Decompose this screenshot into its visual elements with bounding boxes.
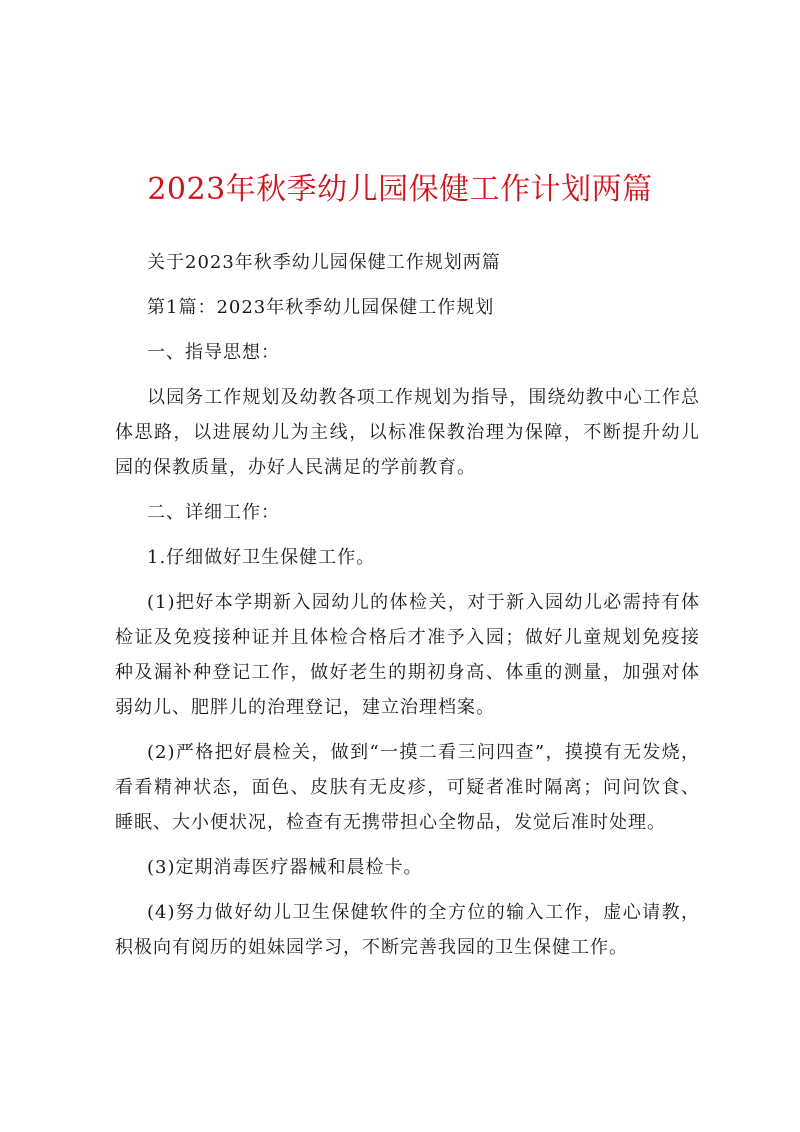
document-body <box>115 245 700 965</box>
paragraph-guiding-ideology: 以园务工作规划及幼教各项工作规划为指导，围绕幼教中心工作总体思路，以进展幼儿为主线，以标准保教治理为保障，不断提升幼儿园的保教质量，办好人民满足的学前教育。 <box>115 387 700 478</box>
section-heading-detailed-work: 二、详细工作： <box>147 502 280 523</box>
paragraph-item-2: (2)严格把好晨检关，做到“一摸二看三问四查”，摸摸有无发烧，看看精神状态，面色、皮肤有无皮疹，可疑者准时隔离；问问饮食、睡眠、大小便状况，检查有无携带担心全物品，发觉后准时处理。 <box>115 742 700 833</box>
document-title: 2023年秋季幼儿园保健工作计划两篇 <box>147 172 653 207</box>
paragraph-item-4: (4)努力做好幼儿卫生保健软件的全方位的输入工作，虚心请教，积极向有阅历的姐妹园学习，不断完善我园的卫生保健工作。 <box>115 902 700 958</box>
paragraph-part-one-heading: 第1篇：2023年秋季幼儿园保健工作规划 <box>147 297 495 318</box>
paragraph-item-3: (3)定期消毒医疗器械和晨检卡。 <box>147 857 423 878</box>
section-heading-guiding-ideology: 一、指导思想： <box>147 342 280 363</box>
paragraph-item-1: (1)把好本学期新入园幼儿的体检关，对于新入园幼儿必需持有体检证及免疫接种证并且体检合格后才准予入园；做好儿童规划免疫接种及漏补种登记工作，做好老生的期初身高、体重的测量，加强对体弱幼儿、肥胖儿的治理登记，建立治理档案。 <box>115 592 700 718</box>
subsection-heading-health-care: 1.仔细做好卫生保健工作。 <box>147 547 376 568</box>
paragraph-intro: 关于2023年秋季幼儿园保健工作规划两篇 <box>147 252 501 273</box>
